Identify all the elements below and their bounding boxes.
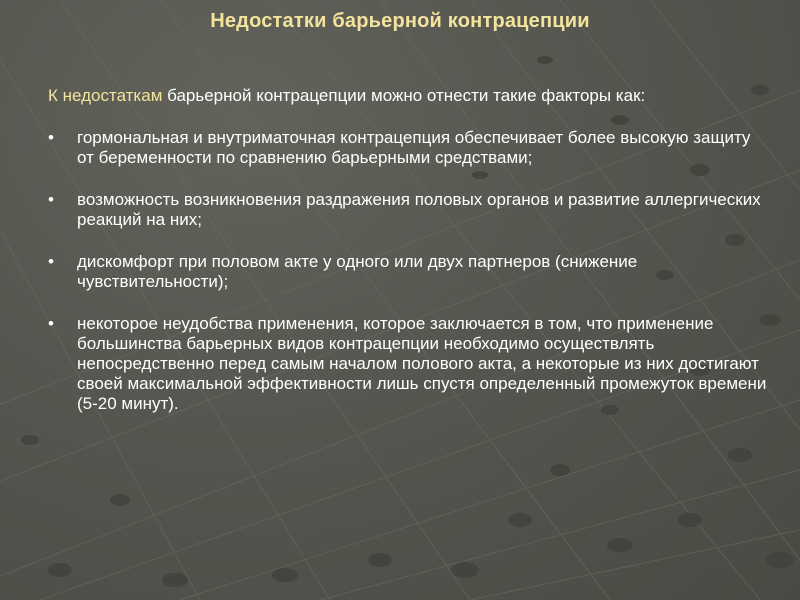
list-item-text: гормональная и внутриматочная контрацепция обеспечивает более высокую защиту от беременности по сравнению барьерными средствами; bbox=[77, 128, 751, 167]
list-item bbox=[48, 252, 768, 292]
list-item bbox=[48, 128, 768, 168]
slide-body bbox=[48, 86, 768, 414]
bullet-list bbox=[48, 128, 768, 414]
list-item bbox=[48, 314, 768, 414]
slide-title: Недостатки барьерной контрацепции bbox=[210, 10, 590, 32]
intro-text: барьерной контрацепции можно отнести такие факторы как: bbox=[162, 86, 646, 105]
list-item-text: дискомфорт при половом акте у одного или двух партнеров (снижение чувствительности); bbox=[77, 252, 638, 291]
bullet-icon: • bbox=[48, 190, 54, 209]
intro-paragraph bbox=[48, 86, 768, 106]
bullet-icon: • bbox=[48, 128, 54, 147]
list-item bbox=[48, 190, 768, 230]
intro-accent-text: К недостаткам bbox=[48, 86, 163, 105]
list-item-text: некоторое неудобства применения, которое заключается в том, что применение большинства барьерных видов контрацепции необходимо осуществлять непосредственно перед самым началом полового акта, а некоторые из них достигают своей максимальной эффективности лишь спустя определенный промежуток времени (5-20 минут). bbox=[77, 314, 767, 413]
bullet-icon: • bbox=[48, 252, 54, 271]
bullet-icon: • bbox=[48, 314, 54, 333]
list-item-text: возможность возникновения раздражения половых органов и развитие аллергических реакций на них; bbox=[77, 190, 761, 229]
